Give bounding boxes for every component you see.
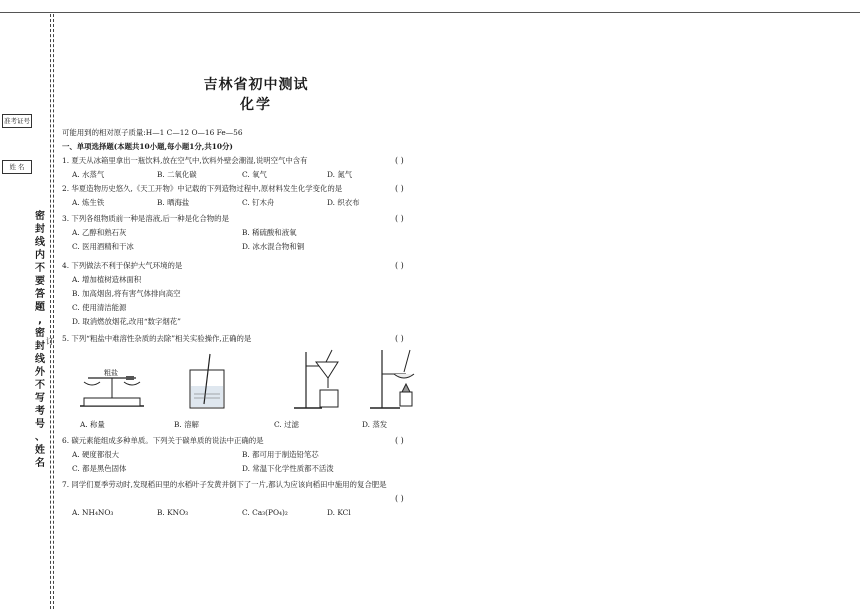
balance-figure	[80, 376, 144, 406]
answer-paren: ( )	[395, 214, 404, 223]
q2-option-b: B. 晒海盐	[157, 198, 190, 207]
binding-line	[50, 14, 51, 609]
question-3-stem: 3. 下列各组物质前一种是溶液,后一种是化合物的是	[62, 214, 229, 223]
q7-option-d: D. KCl	[327, 508, 351, 517]
top-rule	[0, 12, 860, 13]
q2-option-d: D. 织衣布	[327, 198, 360, 207]
q3-option-a: A. 乙醇和熟石灰	[72, 228, 127, 237]
question-6-stem: 6. 碳元素能组成多种单质。下列关于碳单质的说法中正确的是	[62, 436, 264, 445]
q2-option-a: A. 炼生铁	[72, 198, 105, 207]
exam-subject: 化学	[240, 97, 272, 113]
binding-mark: 订	[46, 337, 54, 346]
q4-option-a: A. 增加植树造林面积	[72, 275, 142, 284]
q6-option-d: D. 常温下化学性质都不活泼	[242, 464, 334, 473]
q3-option-b: B. 稀硫酸和液氧	[242, 228, 297, 237]
q1-option-b: B. 二氧化碳	[157, 170, 197, 179]
q6-option-c: C. 都是黑色固体	[72, 464, 127, 473]
q4-option-d: D. 取消燃放烟花,改用“数字烟花”	[72, 317, 181, 326]
q5-option-c: C. 过滤	[274, 420, 299, 429]
q6-option-b: B. 都可用于制造铅笔芯	[242, 450, 319, 459]
q1-option-c: C. 氧气	[242, 170, 267, 179]
binding-line	[53, 14, 54, 609]
q7-option-b: B. KNO₃	[157, 508, 189, 517]
filter-figure	[294, 350, 338, 408]
question-5-stem: 5. 下列“粗盐中难溶性杂质的去除”相关实验操作,正确的是	[62, 334, 252, 343]
q5-option-a: A. 称量	[80, 420, 105, 429]
question-7-stem: 7. 同学们夏季劳动时,发现稻田里的水稻叶子发黄并倒下了一片,都认为应该向稻田中施用的复合肥是	[62, 480, 387, 489]
binding-strip	[0, 14, 56, 609]
q5-option-d: D. 蒸发	[362, 420, 388, 429]
exam-title: 吉林省初中测试	[203, 77, 309, 93]
question-2-stem: 2. 华夏造物历史悠久,《天工开物》中记载的下列造物过程中,原材料发生化学变化的是	[62, 184, 343, 193]
answer-paren: ( )	[395, 334, 404, 343]
section-1-heading: 一、单项选择题(本题共10小题,每小题1分,共10分)	[62, 142, 233, 151]
evaporation-figure	[370, 350, 414, 408]
atomic-masses: 可能用到的相对原子质量:H—1 C—12 O—16 Fe—56	[62, 128, 243, 137]
q6-option-a: A. 硬度都很大	[72, 450, 119, 459]
answer-paren: ( )	[395, 184, 404, 193]
q4-option-c: C. 使用清洁能源	[72, 303, 127, 312]
q7-option-a: A. NH₄NO₃	[72, 508, 114, 517]
q3-option-d: D. 冰水混合物和铜	[242, 242, 305, 251]
question-4-stem: 4. 下列做法不利于保护大气环境的是	[62, 261, 183, 270]
beaker-figure	[190, 354, 224, 408]
answer-paren: ( )	[395, 261, 404, 270]
coarse-salt-label: 粗盐	[104, 369, 118, 377]
q2-option-c: C. 钉木舟	[242, 198, 275, 207]
q4-option-b: B. 加高烟囱,将有害气体排向高空	[72, 289, 181, 298]
answer-paren: ( )	[395, 436, 404, 445]
q5-option-b: B. 溶解	[174, 420, 199, 429]
exam-number-field: 准考证号	[2, 114, 32, 128]
name-field: 姓 名	[2, 160, 32, 174]
q7-option-c: C. Ca₃(PO₄)₂	[242, 508, 288, 517]
q3-option-c: C. 医用酒精和干冰	[72, 242, 134, 251]
answer-paren: ( )	[395, 494, 404, 503]
question-1-stem: 1. 夏天从冰箱里拿出一瓶饮料,放在空气中,饮料外壁会潮湿,说明空气中含有	[62, 156, 308, 165]
q1-option-a: A. 水蒸气	[72, 170, 105, 179]
answer-paren: ( )	[395, 156, 404, 165]
seal-warning: 密 封 线 内 不 要 答 题 , 密 封 线 外 不 写 考 号 、 姓 名	[35, 211, 45, 469]
q5-apparatus-figure	[70, 348, 430, 418]
q1-option-d: D. 氮气	[327, 170, 353, 179]
page-1	[62, 14, 450, 609]
